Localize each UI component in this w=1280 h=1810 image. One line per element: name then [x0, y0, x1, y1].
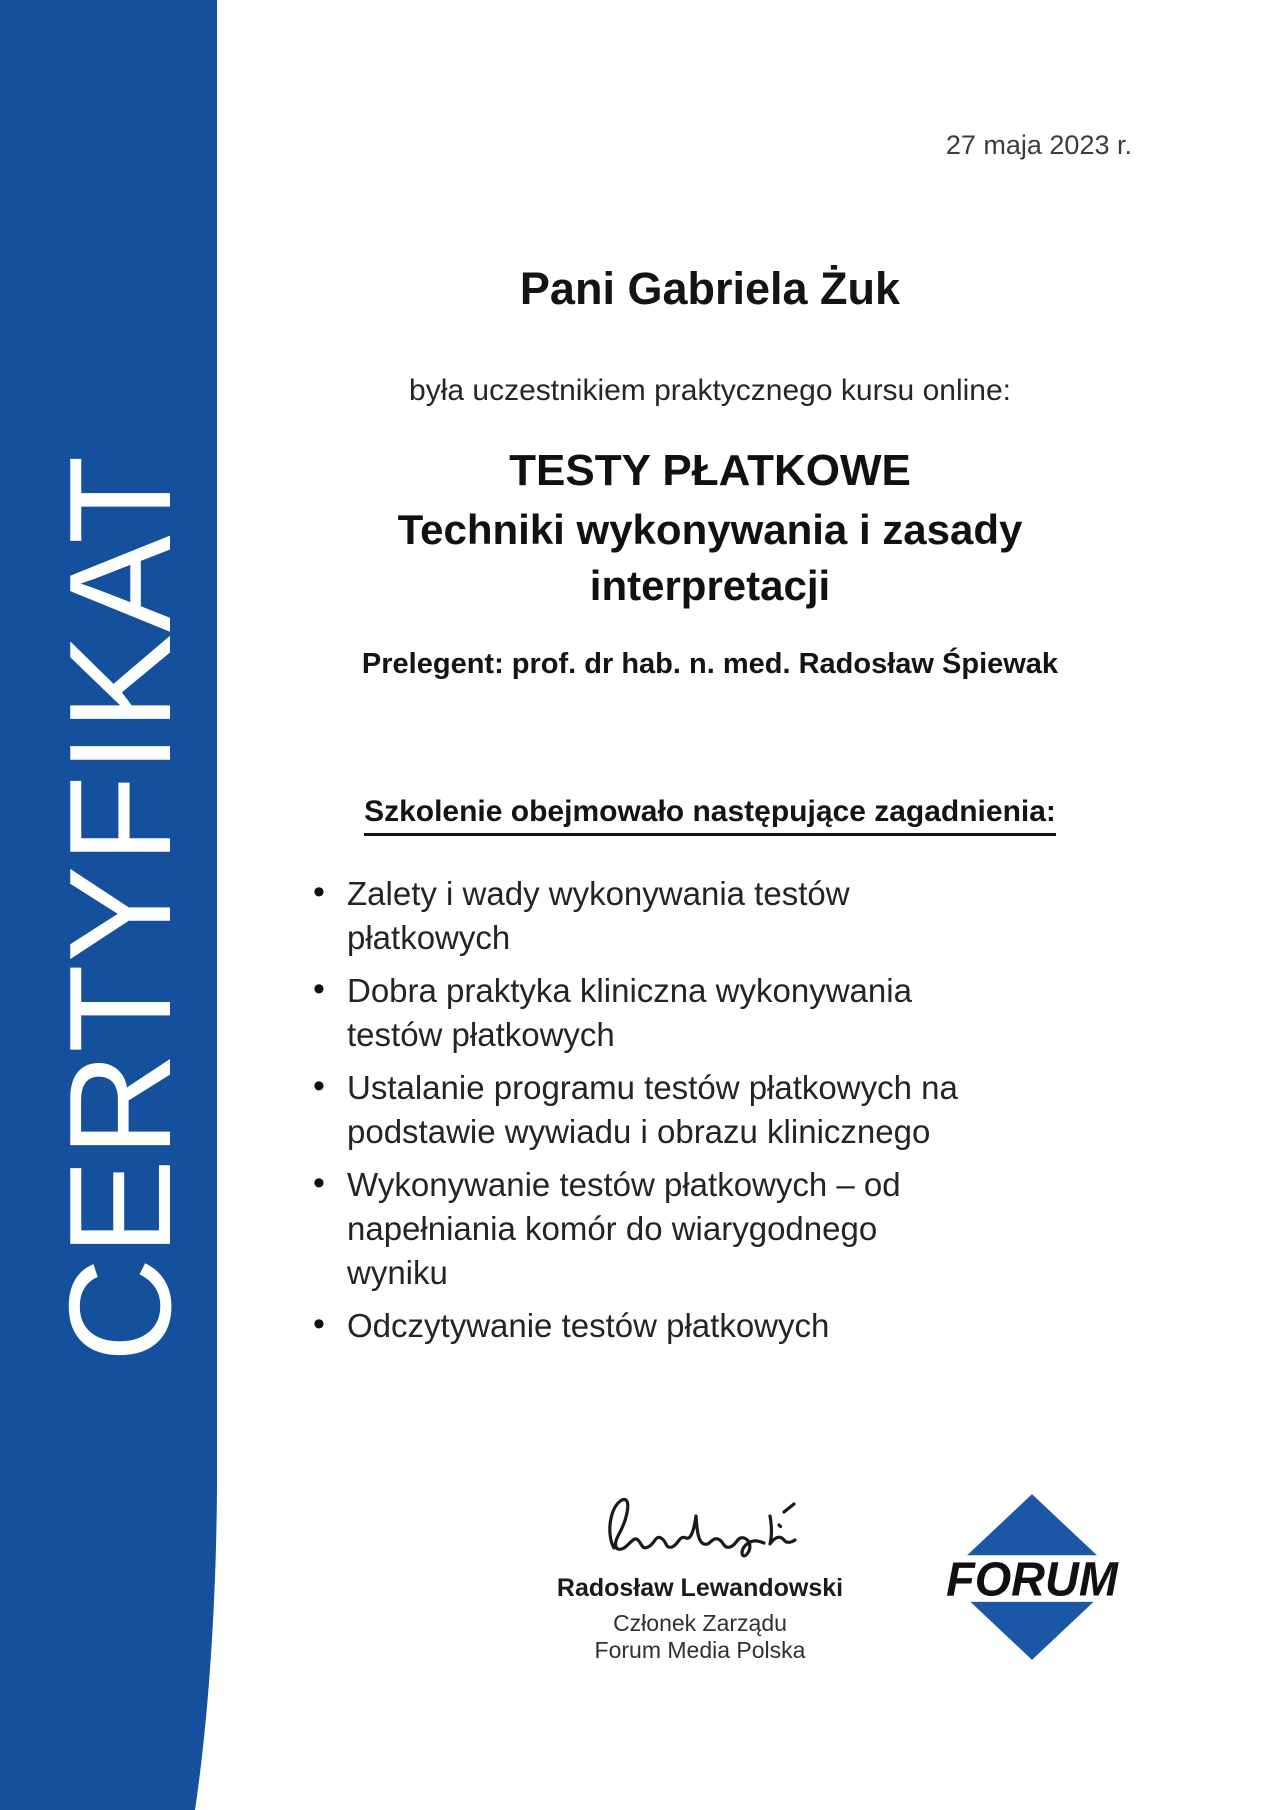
signature-scribble-icon	[598, 1490, 798, 1562]
intro-line: była uczestnikiem praktycznego kursu online:	[409, 374, 1011, 407]
topics-heading	[290, 795, 1130, 836]
band-vertical-title: CERTYFIKAT	[39, 453, 201, 1363]
course-title-sub	[290, 502, 1130, 614]
lecturer-line: Prelegent: prof. dr hab. n. med. Radosław Śpiewak	[361, 648, 1059, 680]
forum-logo-icon	[944, 1494, 1120, 1660]
certificate-band	[0, 0, 217, 1810]
topic-item: • Zalety i wady wykonywania testów płatkowych	[313, 872, 963, 960]
topic-item: • Wykonywanie testów płatkowych – od napełniania komór do wiarygodnego wyniku	[313, 1163, 963, 1295]
topic-item: • Odczytywanie testów płatkowych	[313, 1304, 963, 1348]
forum-logo-text: FORUM	[946, 1552, 1120, 1607]
recipient-name: Pani Gabriela Żuk	[519, 263, 901, 314]
signatory-name: Radosław Lewandowski	[556, 1574, 844, 1602]
course-title-sub-line2: interpretacji	[589, 562, 831, 609]
topic-item: • Dobra praktyka kliniczna wykonywania testów płatkowych	[313, 969, 963, 1057]
handwritten-signature	[598, 1490, 798, 1567]
topics-list	[313, 872, 963, 1357]
course-title-main: TESTY PŁATKOWE	[509, 446, 911, 495]
forum-logo	[944, 1494, 1120, 1665]
signatory-role: Członek Zarządu	[613, 1610, 787, 1636]
signatory-company: Forum Media Polska	[594, 1637, 806, 1663]
course-title-sub-line1: Techniki wykonywania i zasady	[397, 506, 1023, 553]
certificate-date: 27 maja 2023 r.	[945, 130, 1132, 160]
topic-item: • Ustalanie programu testów płatkowych na podstawie wywiadu i obrazu klinicznego	[313, 1066, 963, 1154]
topics-heading-text: Szkolenie obejmowało następujące zagadnienia:	[364, 795, 1056, 836]
